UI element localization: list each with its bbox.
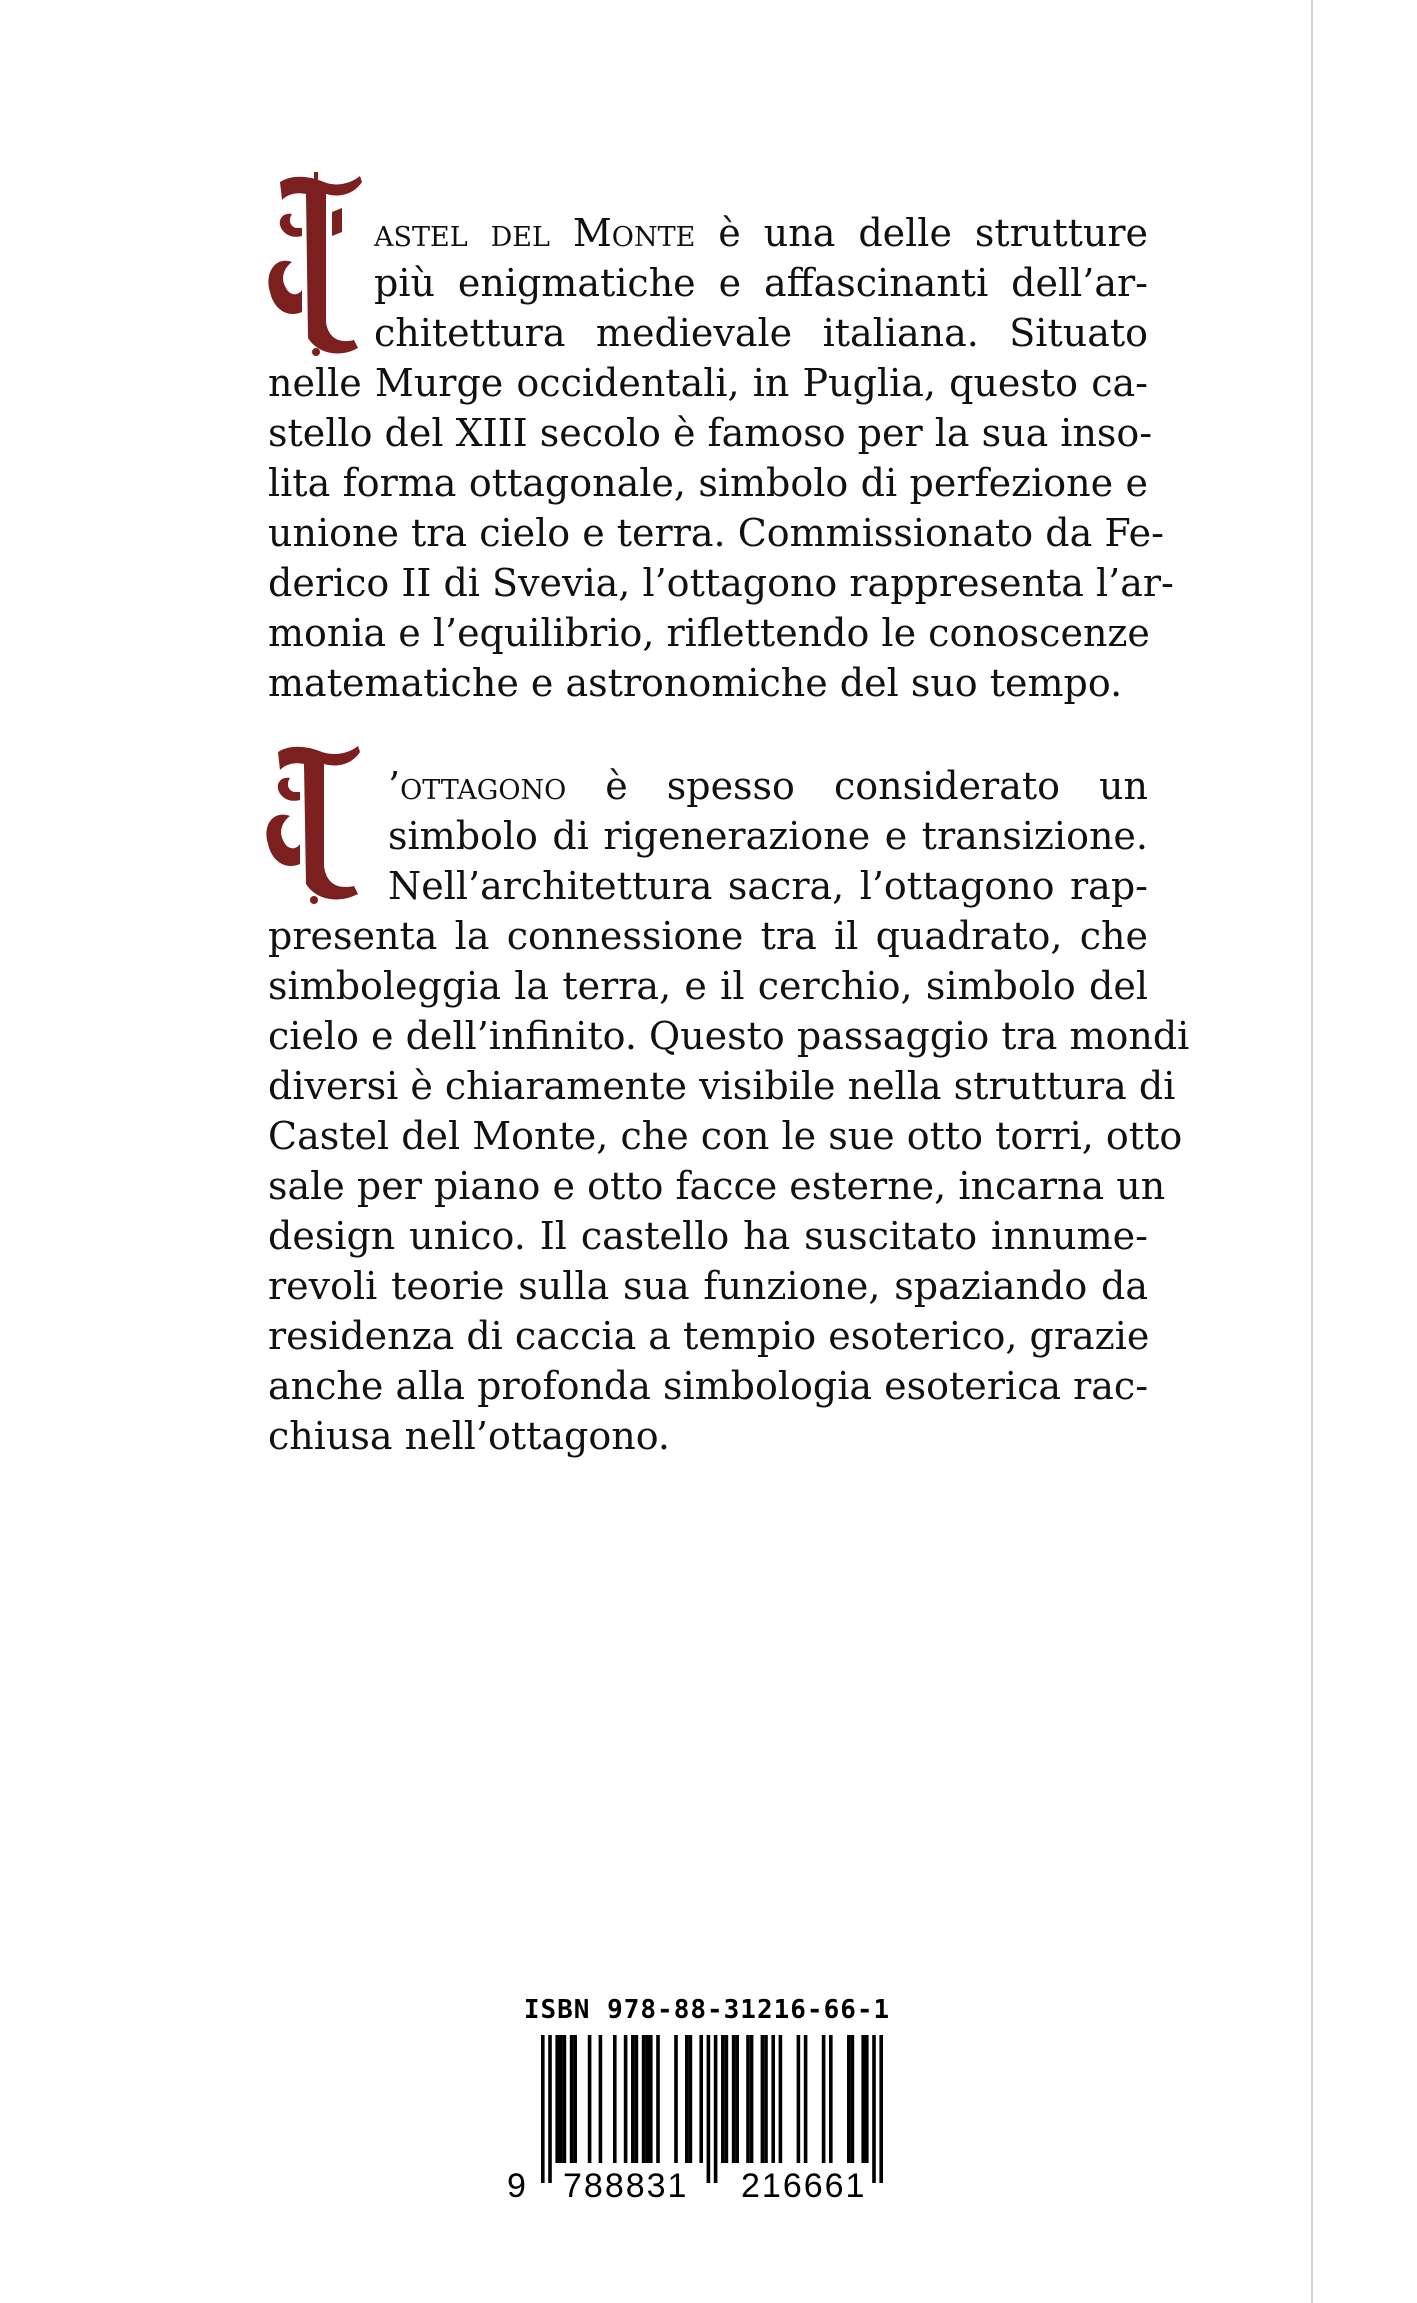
barcode-bar [588, 2035, 592, 2163]
barcode-bar [771, 2035, 775, 2163]
ean-first-digit: 9 [507, 2167, 528, 2205]
barcode-bar [635, 2035, 639, 2163]
barcode-bar [624, 2035, 628, 2163]
barcode-bar [764, 2035, 768, 2163]
barcode-bar [656, 2035, 660, 2163]
paragraph-2 [268, 761, 1190, 1461]
text-line: cielo e dell’infinito. Questo passaggio tra mondi [268, 1014, 1190, 1058]
lead-smallcaps: astel del Monte [374, 211, 696, 255]
barcode-bar [555, 2035, 559, 2163]
text-line: simboleggia la terra, e il cerchio, simbolo del [268, 964, 1148, 1008]
text-line: ’ottagono è spesso considerato un [388, 764, 1148, 808]
barcode-bar [735, 2035, 739, 2163]
barcode-bar [631, 2035, 635, 2163]
barcode-guard-bar [707, 2035, 711, 2183]
text-line: residenza di caccia a tempio esoterico, grazie [268, 1314, 1150, 1358]
barcode-bar [645, 2035, 649, 2163]
ean-left-group: 788831 [563, 2167, 689, 2205]
barcode-bar [613, 2035, 617, 2163]
barcode-bar [829, 2035, 833, 2163]
text-line: astel del Monte è una delle strutture [374, 211, 1149, 255]
isbn-barcode [505, 1995, 909, 2210]
text-line: Castel del Monte, che con le sue otto torri, otto [268, 1114, 1183, 1158]
spine-fold-line [1311, 0, 1313, 2303]
barcode-bar [573, 2035, 577, 2163]
barcode-bar [559, 2035, 563, 2163]
text-line: anche alla profonda simbologia esoterica rac- [268, 1364, 1149, 1408]
barcode-bar [861, 2035, 865, 2163]
barcode-bar [746, 2035, 750, 2163]
text-line: monia e l’equilibrio, riflettendo le conoscenze [268, 611, 1150, 655]
barcode-bar [779, 2035, 783, 2163]
barcode-bar [699, 2035, 703, 2163]
barcode-bar [689, 2035, 693, 2163]
isbn-label: ISBN 978-88-31216-66-1 [523, 1995, 891, 2025]
text-line: simbolo di rigenerazione e transizione. [388, 814, 1148, 858]
text-line: chitettura medievale italiana. Situato [374, 311, 1148, 355]
barcode-bar [797, 2035, 801, 2163]
barcode-bar [847, 2035, 851, 2163]
barcode-bar [750, 2035, 754, 2163]
barcode-guard-bar [548, 2035, 552, 2183]
text-line: lita forma ottagonale, simbolo di perfezione e [268, 461, 1148, 505]
barcode-bar [721, 2035, 725, 2163]
barcode-bar [851, 2035, 855, 2163]
text-line: diversi è chiaramente visibile nella struttura di [268, 1064, 1176, 1108]
barcode-bar [761, 2035, 765, 2163]
text-line: unione tra cielo e terra. Commissionato da Fe- [268, 511, 1164, 555]
barcode-guard-bar [714, 2035, 718, 2183]
ean-right-group: 216661 [741, 2167, 867, 2205]
text-line: derico II di Svevia, l’ottagono rappresenta l’ar- [268, 561, 1174, 605]
text-line: design unico. Il castello ha suscitato innume- [268, 1214, 1148, 1258]
barcode-bar [649, 2035, 653, 2163]
text-line: nelle Murge occidentali, in Puglia, questo ca- [268, 361, 1148, 405]
barcode-bar [865, 2035, 869, 2163]
text-line: stello del XIII secolo è famoso per la sua inso- [268, 411, 1153, 455]
barcode-bar [563, 2035, 567, 2163]
barcode-bar [685, 2035, 689, 2163]
barcode-bars [505, 2035, 909, 2185]
paragraph-1 [268, 208, 1174, 708]
text-line: chiusa nell’ottagono. [268, 1414, 671, 1458]
barcode-bar [822, 2035, 826, 2163]
text-line: revoli teorie sulla sua funzione, spaziando da [268, 1264, 1148, 1308]
barcode-guard-bar [879, 2035, 883, 2183]
barcode-bar [570, 2035, 574, 2163]
text-line: sale per piano e otto facce esterne, incarna un [268, 1164, 1166, 1208]
barcode-bar [674, 2035, 678, 2163]
barcode-bar [732, 2035, 736, 2163]
barcode-bar [804, 2035, 808, 2163]
text-line: Nell’architettura sacra, l’ottagono rap- [388, 864, 1148, 908]
text-line: più enigmatiche e affascinanti dell’ar- [374, 261, 1148, 305]
barcode-guard-bar [541, 2035, 545, 2183]
barcode-bar [642, 2035, 646, 2163]
barcode-bar [599, 2035, 603, 2163]
text-line: matematiche e astronomiche del suo tempo. [268, 661, 1123, 705]
barcode-bar [725, 2035, 729, 2163]
lead-smallcaps: ’ottagono [388, 764, 567, 808]
barcode-guard-bar [872, 2035, 876, 2183]
text-line: presenta la connessione tra il quadrato, che [268, 914, 1148, 958]
